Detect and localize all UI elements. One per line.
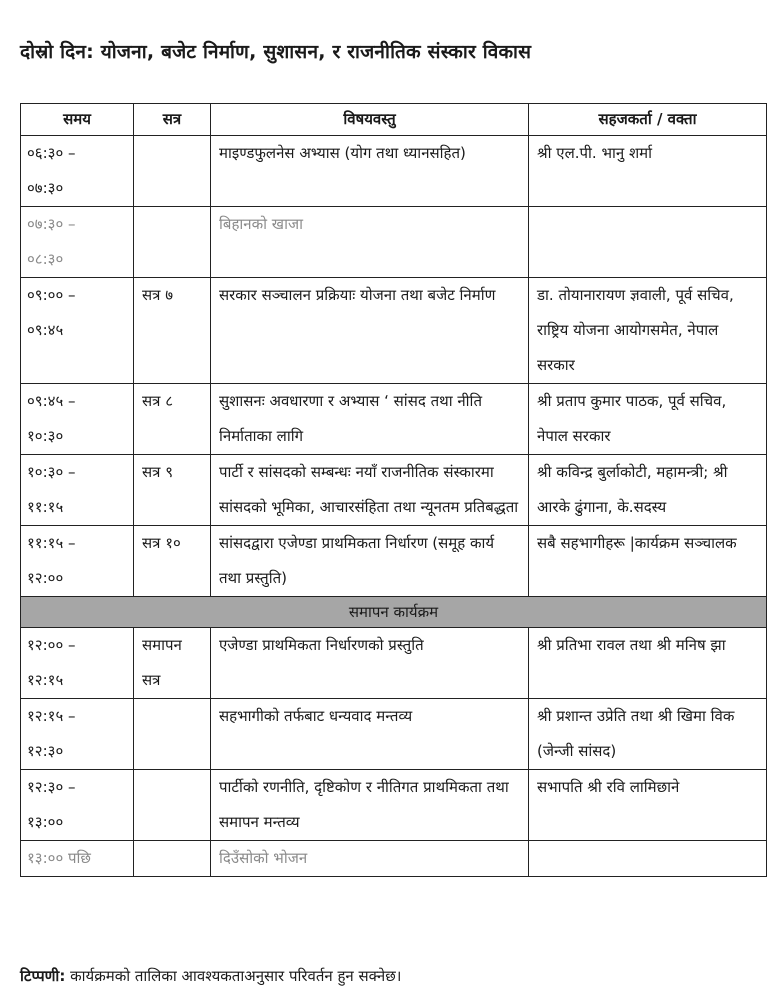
time-cell xyxy=(21,278,134,384)
time-start: ०९:०० – xyxy=(27,286,76,304)
topic-cell: सरकार सञ्चालन प्रक्रियाः योजना तथा बजेट निर्माण xyxy=(211,278,529,384)
column-header-time: समय xyxy=(21,104,134,136)
table-row xyxy=(21,384,767,455)
time-end: १३:०० xyxy=(27,813,64,831)
column-header-session: सत्र xyxy=(134,104,211,136)
table-row xyxy=(21,455,767,526)
topic-cell: पार्टी र सांसदको सम्बन्धः नयाँ राजनीतिक संस्कारमा सांसदको भूमिका, आचारसंहिता तथा न्यूनतम प्रतिबद्धता xyxy=(211,455,529,526)
table-row xyxy=(21,207,767,278)
facilitator-cell: सभापति श्री रवि लामिछाने xyxy=(529,770,767,841)
time-cell xyxy=(21,770,134,841)
facilitator-cell: श्री प्रताप कुमार पाठक, पूर्व सचिव, नेपाल सरकार xyxy=(529,384,767,455)
topic-cell: सांसदद्वारा एजेण्डा प्राथमिकता निर्धारण (समूह कार्य तथा प्रस्तुति) xyxy=(211,526,529,597)
topic-cell: सहभागीको तर्फबाट धन्यवाद मन्तव्य xyxy=(211,699,529,770)
time-start: १२:१५ – xyxy=(27,707,76,725)
facilitator-cell xyxy=(529,207,767,278)
session-cell: समापन सत्र xyxy=(134,628,211,699)
time-cell xyxy=(21,699,134,770)
time-end: ०७:३० xyxy=(27,179,64,197)
session-cell xyxy=(134,207,211,278)
facilitator-cell: श्री प्रतिभा रावल तथा श्री मनिष झा xyxy=(529,628,767,699)
table-row xyxy=(21,841,767,877)
facilitator-cell: डा. तोयानारायण ज्ञवाली, पूर्व सचिव, राष्ट्रिय योजना आयोगसमेत, नेपाल सरकार xyxy=(529,278,767,384)
time-end: ११:१५ xyxy=(27,498,64,516)
session-cell xyxy=(134,841,211,877)
table-row xyxy=(21,136,767,207)
table-row xyxy=(21,699,767,770)
facilitator-cell: श्री प्रशान्त उप्रेति तथा श्री खिमा विक (जेन्जी सांसद) xyxy=(529,699,767,770)
topic-cell: माइण्डफुलनेस अभ्यास (योग तथा ध्यानसहित) xyxy=(211,136,529,207)
time-start: १२:३० – xyxy=(27,778,76,796)
time-cell xyxy=(21,455,134,526)
table-row xyxy=(21,770,767,841)
session-cell: सत्र ८ xyxy=(134,384,211,455)
time-end: १२:१५ xyxy=(27,671,64,689)
session-cell: सत्र १० xyxy=(134,526,211,597)
topic-cell: दिउँसोको भोजन xyxy=(211,841,529,877)
page-heading: दोस्रो दिन: योजना, बजेट निर्माण, सुशासन, र राजनीतिक संस्कार विकास xyxy=(20,41,532,63)
time-end: ०९:४५ xyxy=(27,321,64,339)
facilitator-cell: सबै सहभागीहरू |कार्यक्रम सञ्चालक xyxy=(529,526,767,597)
table-header-row xyxy=(21,104,767,136)
column-header-facilitator: सहजकर्ता / वक्ता xyxy=(529,104,767,136)
session-cell: सत्र ९ xyxy=(134,455,211,526)
topic-cell: एजेण्डा प्राथमिकता निर्धारणको प्रस्तुति xyxy=(211,628,529,699)
time-start: १२:०० – xyxy=(27,636,76,654)
topic-cell: सुशासनः अवधारणा र अभ्यास ‘ सांसद तथा नीति निर्माताका लागि xyxy=(211,384,529,455)
time-cell xyxy=(21,207,134,278)
topic-cell: बिहानको खाजा xyxy=(211,207,529,278)
time-cell xyxy=(21,628,134,699)
session-cell xyxy=(134,770,211,841)
facilitator-cell xyxy=(529,841,767,877)
section-label: समापन कार्यक्रम xyxy=(21,597,767,628)
facilitator-cell: श्री एल.पी. भानु शर्मा xyxy=(529,136,767,207)
time-start: ०६:३० – xyxy=(27,144,76,162)
table-row xyxy=(21,278,767,384)
time-cell: १३:०० पछि xyxy=(21,841,134,877)
time-end: १०:३० xyxy=(27,427,64,445)
table-row xyxy=(21,526,767,597)
time-start: ०७:३० – xyxy=(27,215,76,233)
time-start: ११:१५ – xyxy=(27,534,76,552)
time-start: १०:३० – xyxy=(27,463,76,481)
footnote-text: कार्यक्रमको तालिका आवश्यकताअनुसार परिवर्तन हुन सक्नेछ। xyxy=(65,967,402,985)
session-cell xyxy=(134,699,211,770)
column-header-topic: विषयवस्तु xyxy=(211,104,529,136)
footnote xyxy=(20,966,760,986)
time-end: ०८:३० xyxy=(27,250,64,268)
time-start: ०९:४५ – xyxy=(27,392,76,410)
schedule-table xyxy=(20,103,767,877)
table-row xyxy=(21,628,767,699)
topic-cell: पार्टीको रणनीति, दृष्टिकोण र नीतिगत प्राथमिकता तथा समापन मन्तव्य xyxy=(211,770,529,841)
session-cell xyxy=(134,136,211,207)
facilitator-cell: श्री कविन्द्र बुर्लाकोटी, महामन्त्री; श्री आरके ढुंगाना, के.सदस्य xyxy=(529,455,767,526)
time-cell xyxy=(21,136,134,207)
footnote-label: टिप्पणी: xyxy=(20,967,66,985)
time-cell xyxy=(21,384,134,455)
time-end: १२:०० xyxy=(27,569,64,587)
time-cell xyxy=(21,526,134,597)
session-cell: सत्र ७ xyxy=(134,278,211,384)
time-end: १२:३० xyxy=(27,742,64,760)
section-divider-row xyxy=(21,597,767,628)
